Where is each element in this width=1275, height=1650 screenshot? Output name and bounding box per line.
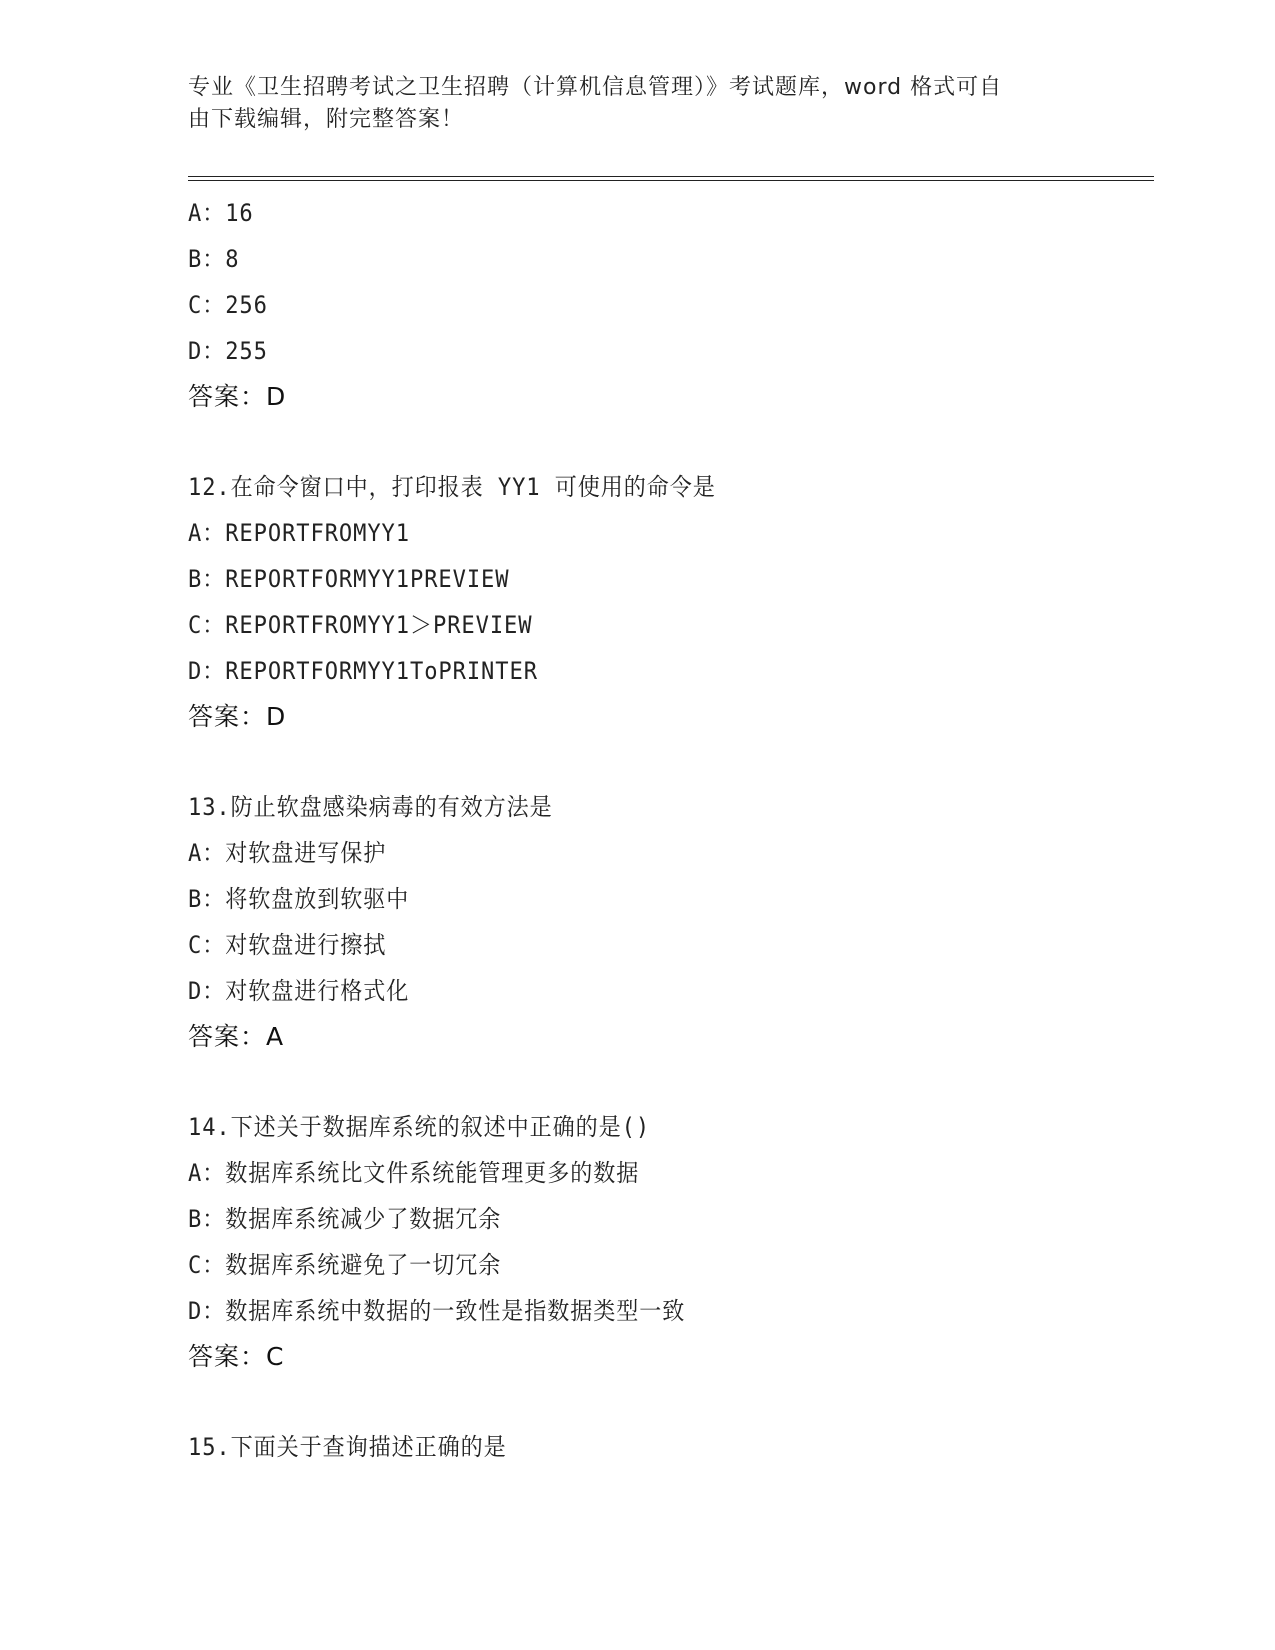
question-stem: 15.下面关于查询描述正确的是 xyxy=(188,1433,507,1461)
option-c: C：256 xyxy=(188,291,268,319)
answer: 答案：D xyxy=(188,702,287,731)
option-a: A：对软盘进写保护 xyxy=(188,839,387,867)
option-a: A：16 xyxy=(188,199,254,227)
header-rule-top xyxy=(188,176,1154,177)
question-block-15 xyxy=(188,1424,1148,1470)
question-list xyxy=(188,190,1148,1470)
header-rule-bottom xyxy=(188,180,1154,181)
option-b: B：REPORTFORMYY1PREVIEW xyxy=(188,565,510,593)
document-header xyxy=(188,72,1088,136)
answer: 答案：A xyxy=(188,1022,285,1051)
header-line-2: 由下载编辑，附完整答案！ xyxy=(188,107,465,132)
option-d: D：数据库系统中数据的一致性是指数据类型一致 xyxy=(188,1297,686,1325)
option-c: C：REPORTFROMYY1＞PREVIEW xyxy=(188,611,533,639)
answer: 答案：D xyxy=(188,382,287,411)
option-c: C：数据库系统避免了一切冗余 xyxy=(188,1251,502,1279)
question-block-13 xyxy=(188,784,1148,1060)
option-d: D：对软盘进行格式化 xyxy=(188,977,410,1005)
question-stem: 12.在命令窗口中，打印报表 YY1 可使用的命令是 xyxy=(188,473,716,501)
header-line-1: 专业《卫生招聘考试之卫生招聘（计算机信息管理）》考试题库，word 格式可自 xyxy=(188,75,1003,100)
option-b: B：数据库系统减少了数据冗余 xyxy=(188,1205,502,1233)
question-stem: 14.下述关于数据库系统的叙述中正确的是() xyxy=(188,1113,651,1141)
question-block-11 xyxy=(188,190,1148,420)
option-a: A：数据库系统比文件系统能管理更多的数据 xyxy=(188,1159,640,1187)
option-b: B：8 xyxy=(188,245,240,273)
option-b: B：将软盘放到软驱中 xyxy=(188,885,410,913)
answer: 答案：C xyxy=(188,1342,285,1371)
option-a: A：REPORTFROMYY1 xyxy=(188,519,410,547)
question-stem: 13.防止软盘感染病毒的有效方法是 xyxy=(188,793,553,821)
option-d: D：255 xyxy=(188,337,268,365)
question-block-12 xyxy=(188,464,1148,740)
option-d: D：REPORTFORMYY1ToPRINTER xyxy=(188,657,538,685)
question-block-14 xyxy=(188,1104,1148,1380)
option-c: C：对软盘进行擦拭 xyxy=(188,931,387,959)
